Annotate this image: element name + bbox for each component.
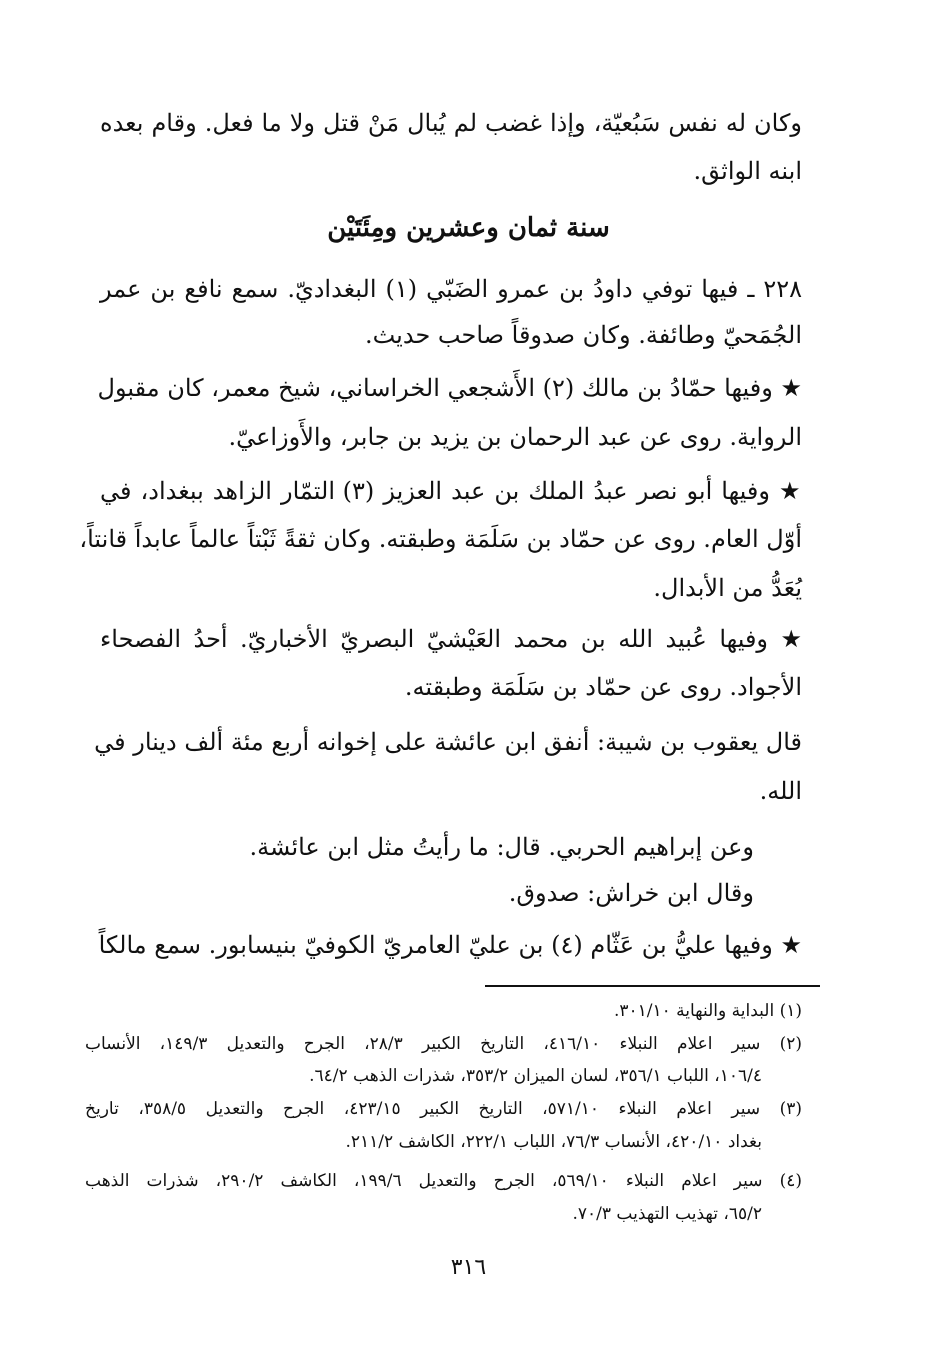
entry-line: الجُمَحيّ وطائفة. وكان صدوقاً صاحب حديث. [364,321,802,349]
entry-line: ★ وفيها عليُّ بن عَثّام (٤) بن عليّ العامريّ الكوفيّ بنيسابور. سمع مالكاً [98,931,802,959]
entry-line: ٢٢٨ ـ فيها توفي داودُ بن عمرو الضَبّي (١) البغداديّ. سمع نافع بن عمر [100,275,803,303]
entry-line: الأجواد. روى عن حمّاد بن سَلَمَة وطبقته. [404,673,802,701]
entry-line: وقال ابن خراش: صدوق. [508,879,754,907]
entry-line: يُعَدُّ من الأبدال. [653,574,802,602]
footnote-divider [485,985,820,987]
entry-line: وعن إبراهيم الحربي. قال: ما رأيتُ مثل ابن عائشة. [249,833,754,861]
footnote-line: (٣) سير اعلام النبلاء ٥٧١/١٠، التاريخ الكبير ٤٢٣/١٥، الجرح والتعديل ٣٥٨/٥، تاريخ [85,1099,803,1119]
footnote-line: (١) البداية والنهاية ٣٠١/١٠. [613,1001,802,1021]
entry-line: ★ وفيها حمّادُ بن مالك (٢) الأَشجعي الخراساني، شيخ معمر، كان مقبول [97,374,802,402]
entry-line: ★ وفيها عُبيد الله بن محمد العَيْشيّ البصريّ الأخباريّ. أحدُ الفصحاء [100,625,802,653]
footnote-line: (٤) سير اعلام النبلاء ٥٦٩/١٠، الجرح والتعديل ١٩٩/٦، الكاشف ٢٩٠/٢، شذرات الذهب [85,1171,802,1191]
body-line: وكان له نفس سَبُعيّة، وإذا غضب لم يُبال مَنْ قتل ولا ما فعل. وقام بعده [100,109,802,137]
entry-line: قال يعقوب بن شيبة: أنفق ابن عائشة على إخوانه أربع مئة ألف دينار في [94,728,802,756]
footnote-line: بغداد ٤٢٠/١٠، الأنساب ٧٦/٣، اللباب ٢٢٢/١، الكاشف ٢١١/٢. [345,1132,762,1152]
footnote-line: ١٠٦/٤، اللباب ٣٥٦/١، لسان الميزان ٣٥٣/٢، شذرات الذهب ٦٤/٢. [309,1066,762,1086]
entry-line: الرواية. روى عن عبد الرحمان بن يزيد بن جابر، والأَوزاعيّ. [228,423,802,451]
year-heading: سنة ثمان وعشرين ومِئَتَيْن [327,213,610,243]
body-line: ابنه الواثق. [693,157,802,185]
entry-line: أوّل العام. روى عن حمّاد بن سَلَمَة وطبقته. وكان ثقةً ثَبْتاً عالماً عابداً قانتاً، [79,525,802,553]
page-number: ٣١٦ [450,1255,487,1280]
entry-line: الله. [759,777,802,805]
footnote-line: (٢) سير اعلام النبلاء ٤١٦/١٠، التاريخ الكبير ٢٨/٣، الجرح والتعديل ١٤٩/٣، الأنساب [85,1034,803,1054]
entry-line: ★ وفيها أبو نصر عبدُ الملك بن عبد العزيز (٣) التمّار الزاهد ببغداد، في [100,477,802,505]
footnote-line: ٦٥/٢، تهذيب التهذيب ٧٠/٣. [572,1204,762,1224]
